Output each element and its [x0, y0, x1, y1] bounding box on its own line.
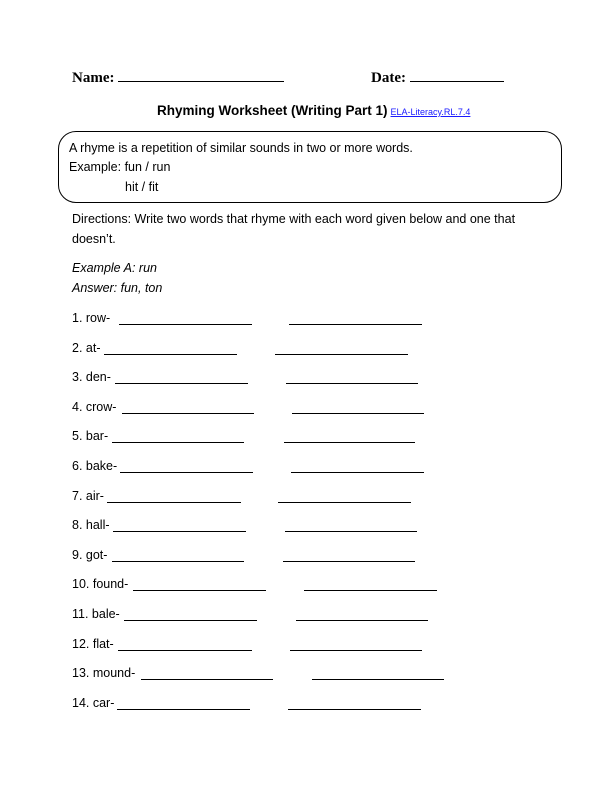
answer-blank-2[interactable] [284, 442, 415, 443]
exercise-item-label: 7. air- [72, 488, 104, 503]
answer-blank-2[interactable] [312, 679, 444, 680]
answer-blank-2[interactable] [288, 709, 421, 710]
directions-text: Directions: Write two words that rhyme with each word given below and one that doesn’t. [72, 212, 516, 246]
name-label: Name: [72, 70, 115, 86]
exercise-item-label: 8. hall- [72, 518, 110, 533]
exercise-item-label: 4. crow- [72, 399, 117, 414]
definition-example-1: Example: fun / run [69, 160, 171, 174]
answer-blank-1[interactable] [133, 590, 266, 591]
exercise-item-label: 10. found- [72, 577, 129, 592]
worksheet-title [157, 103, 470, 118]
answer-blank-1[interactable] [113, 531, 246, 532]
answer-blank-1[interactable] [118, 650, 252, 651]
exercise-item-label: 11. bale- [72, 607, 120, 621]
answer-blank-2[interactable] [290, 650, 422, 651]
answer-blank-1[interactable] [115, 383, 248, 384]
name-blank[interactable] [118, 80, 284, 82]
answer-blank-2[interactable] [285, 531, 417, 532]
definition-text: A rhyme is a repetition of similar sounds in two or more words. [69, 141, 413, 155]
answer-blank-2[interactable] [275, 354, 408, 355]
answer-blank-1[interactable] [124, 620, 257, 621]
exercise-item-label: 9. got- [72, 547, 108, 562]
date-field [371, 70, 504, 87]
example-prompt: Example A: run [72, 261, 157, 275]
date-label: Date: [371, 70, 406, 86]
date-blank[interactable] [410, 80, 504, 82]
answer-blank-2[interactable] [296, 620, 428, 621]
answer-blank-2[interactable] [291, 472, 424, 473]
answer-blank-1[interactable] [122, 413, 254, 414]
exercise-item-label: 14. car- [72, 695, 115, 710]
answer-blank-1[interactable] [119, 324, 252, 325]
answer-blank-2[interactable] [286, 383, 418, 384]
answer-blank-2[interactable] [289, 324, 422, 325]
exercise-item-label: 13. mound- [72, 666, 136, 681]
example-answer: Answer: fun, ton [72, 281, 163, 295]
definition-example-2: hit / fit [125, 180, 159, 194]
answer-blank-2[interactable] [283, 561, 415, 562]
title-text: Rhyming Worksheet (Writing Part 1) [157, 103, 388, 118]
exercise-item-label: 6. bake- [72, 459, 118, 473]
answer-blank-1[interactable] [112, 561, 244, 562]
exercise-item-label: 12. flat- [72, 636, 114, 651]
answer-blank-1[interactable] [120, 472, 253, 473]
exercise-item-label: 1. row- [72, 311, 111, 325]
name-field [72, 70, 284, 87]
answer-blank-2[interactable] [278, 502, 411, 503]
answer-blank-1[interactable] [107, 502, 241, 503]
answer-blank-1[interactable] [141, 679, 273, 680]
answer-blank-2[interactable] [292, 413, 424, 414]
exercise-item-label: 5. bar- [72, 429, 109, 444]
exercise-item-label: 2. at- [72, 340, 101, 355]
definition-box [58, 131, 562, 203]
answer-blank-1[interactable] [112, 442, 244, 443]
exercise-item-label: 3. den- [72, 370, 111, 385]
standard-link[interactable]: ELA-Literacy.RL.7.4 [390, 107, 471, 117]
answer-blank-2[interactable] [304, 590, 437, 591]
answer-blank-1[interactable] [117, 709, 250, 710]
answer-blank-1[interactable] [104, 354, 237, 355]
